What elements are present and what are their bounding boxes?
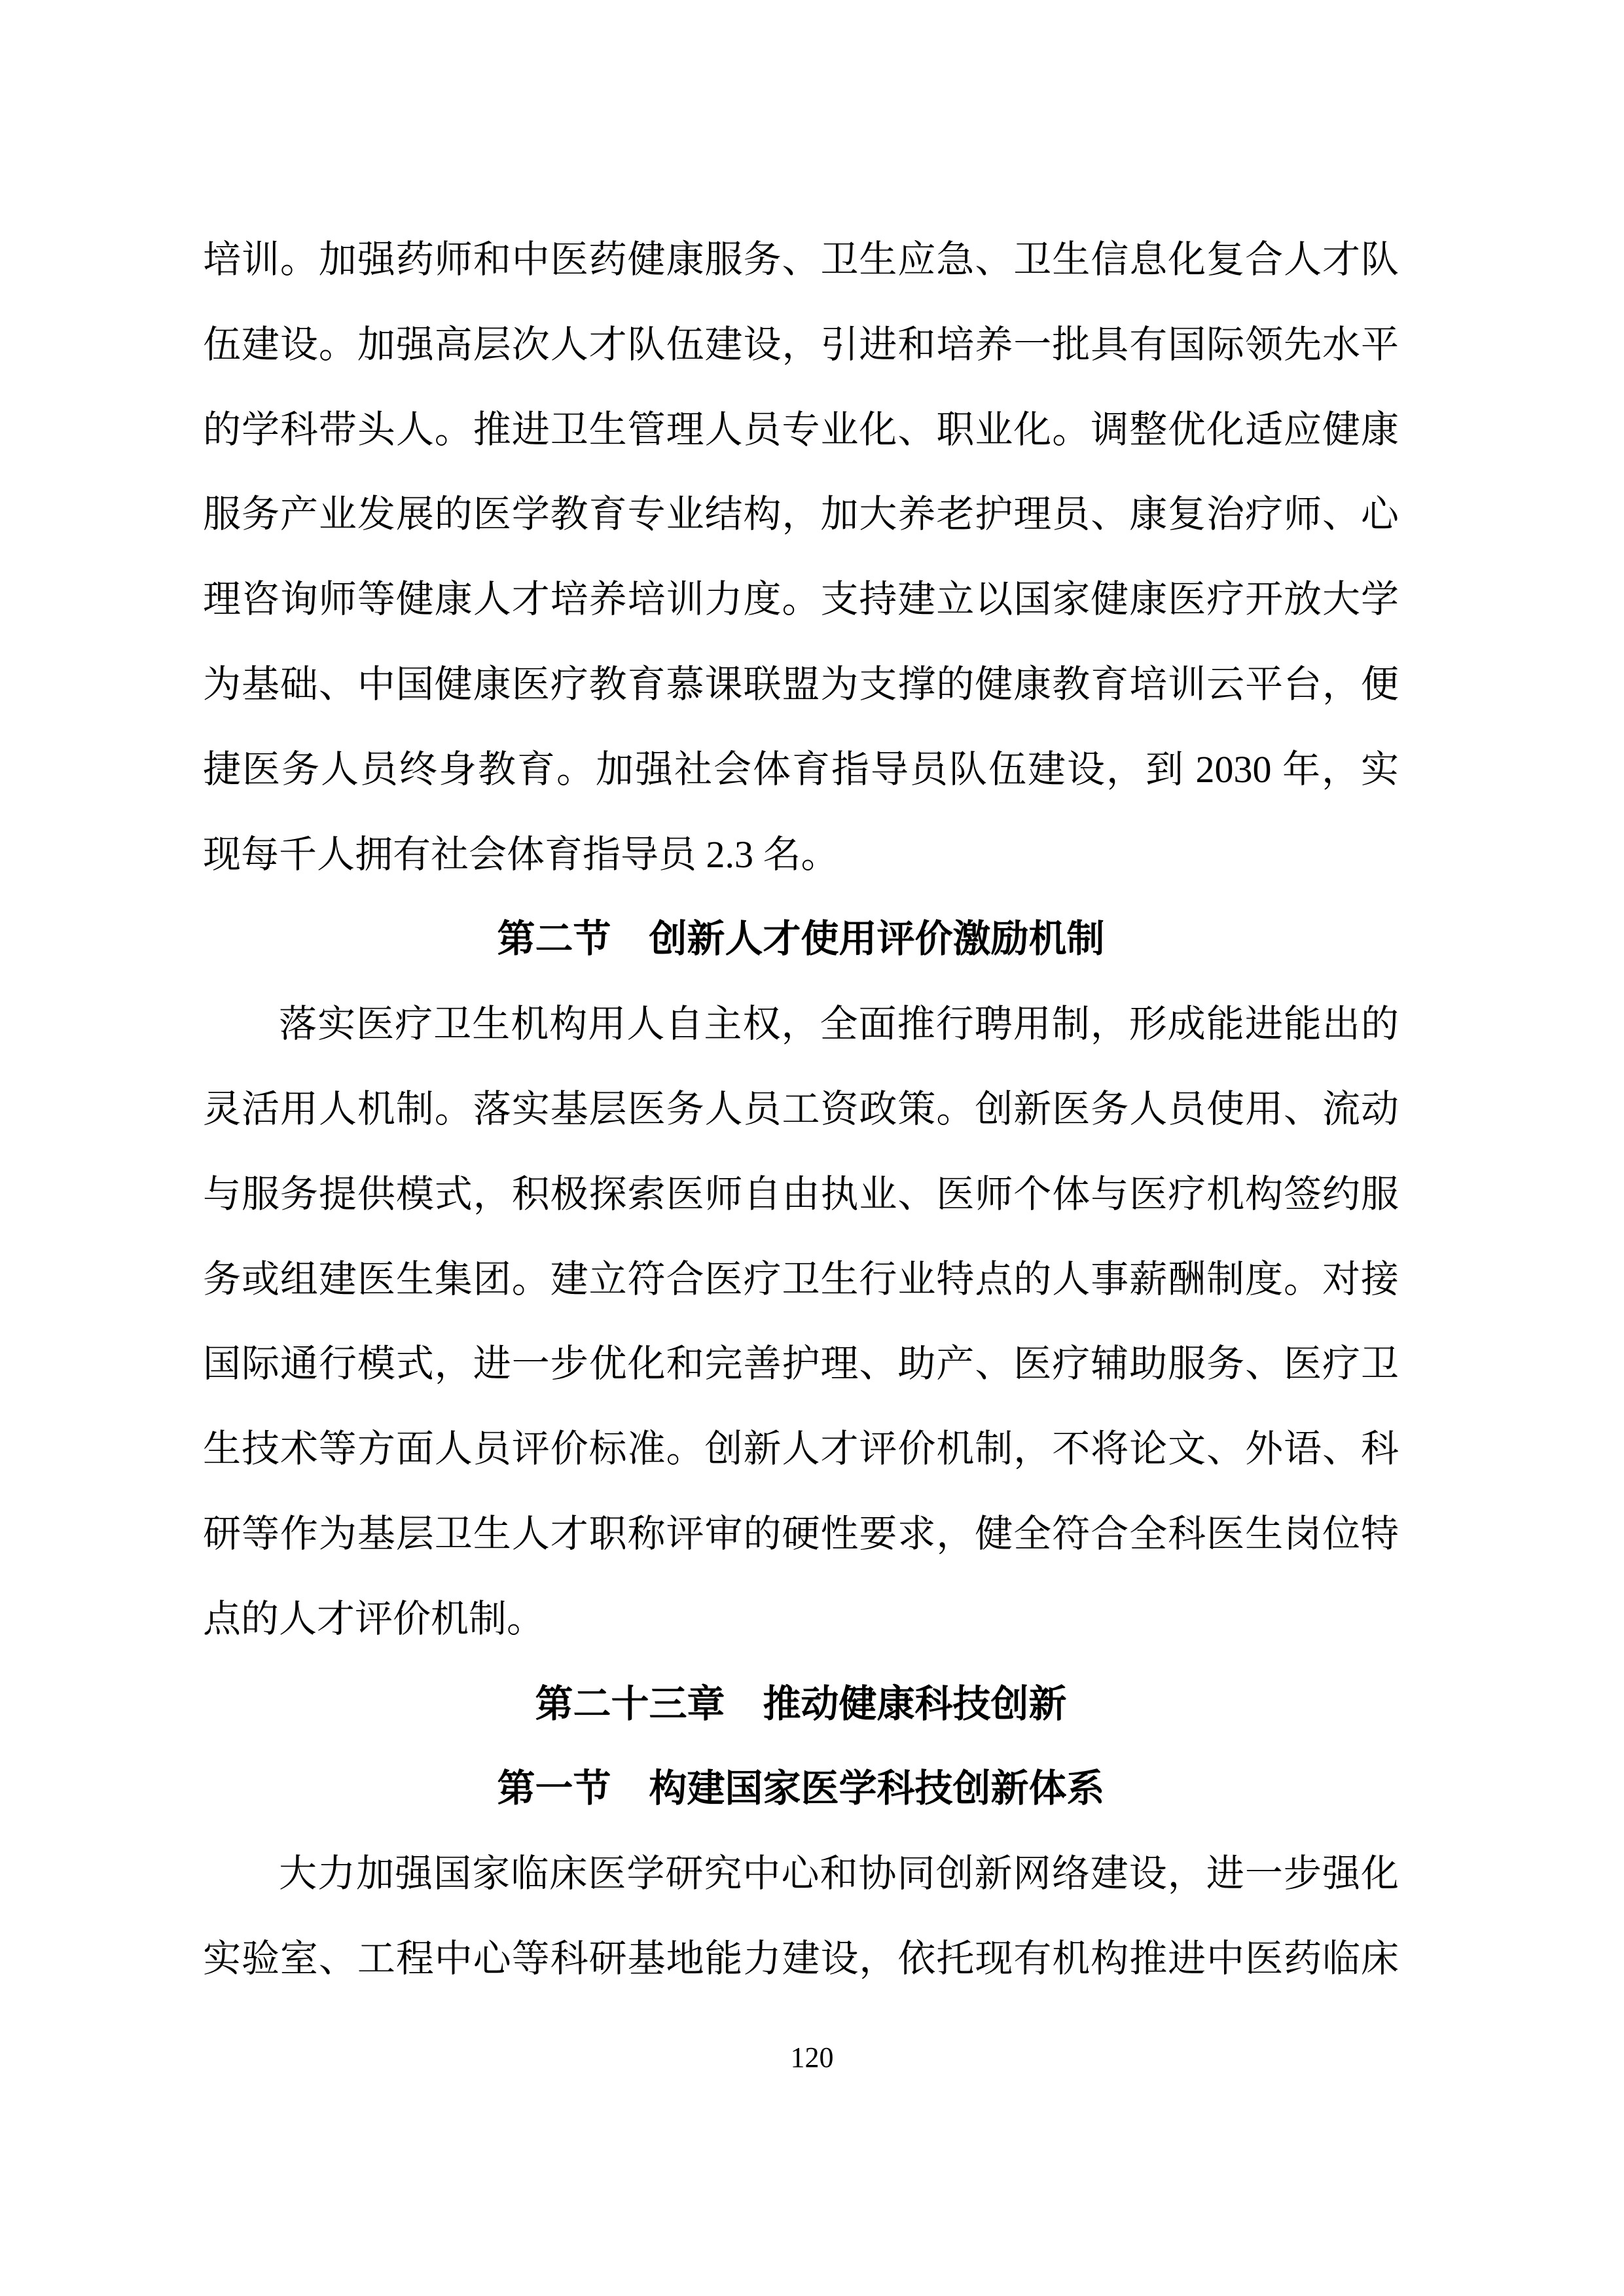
text-body: [203, 217, 1399, 2001]
body-line: 为基础、中国健康医疗教育慕课联盟为支撑的健康教育培训云平台，便: [203, 662, 1399, 706]
body-line: 与服务提供模式，积极探索医师自由执业、医师个体与医疗机构签约服: [203, 1172, 1399, 1215]
body-line: 灵活用人机制。落实基层医务人员工资政策。创新医务人员使用、流动: [203, 1087, 1399, 1130]
body-line: 伍建设。加强高层次人才队伍建设，引进和培养一批具有国际领先水平: [203, 323, 1399, 366]
body-line: 实验室、工程中心等科研基地能力建设，依托现有机构推进中医药临床: [203, 1937, 1399, 1980]
body-line: 务或组建医生集团。建立符合医疗卫生行业特点的人事薪酬制度。对接: [203, 1257, 1399, 1300]
body-line: 服务产业发展的医学教育专业结构，加大养老护理员、康复治疗师、心: [203, 493, 1399, 536]
body-line: 国际通行模式，进一步优化和完善护理、助产、医疗辅助服务、医疗卫: [203, 1342, 1399, 1386]
section-heading: 第二节 创新人才使用评价激励机制: [497, 918, 1105, 961]
body-line: 研等作为基层卫生人才职称评审的硬性要求，健全符合全科医生岗位特: [203, 1512, 1399, 1555]
page-number: 120: [790, 2041, 834, 2073]
body-line: 培训。加强药师和中医药健康服务、卫生应急、卫生信息化复合人才队: [203, 238, 1399, 281]
body-line: 现每千人拥有社会体育指导员 2.3 名。: [203, 833, 839, 876]
body-line: 捷医务人员终身教育。加强社会体育指导员队伍建设，到 2030 年，实: [203, 747, 1399, 791]
body-line: 生技术等方面人员评价标准。创新人才评价机制，不将论文、外语、科: [203, 1427, 1399, 1471]
body-line: 的学科带头人。推进卫生管理人员专业化、职业化。调整优化适应健康: [203, 408, 1399, 451]
chapter-heading: 第二十三章 推动健康科技创新: [535, 1682, 1067, 1725]
body-line: 点的人才评价机制。: [203, 1597, 545, 1640]
body-line: 落实医疗卫生机构用人自主权，全面推行聘用制，形成能进能出的: [279, 1003, 1399, 1046]
body-line: 理咨询师等健康人才培养培训力度。支持建立以国家健康医疗开放大学: [203, 578, 1399, 621]
section-heading: 第一节 构建国家医学科技创新体系: [497, 1767, 1105, 1810]
body-line: 大力加强国家临床医学研究中心和协同创新网络建设，进一步强化: [279, 1852, 1399, 1895]
